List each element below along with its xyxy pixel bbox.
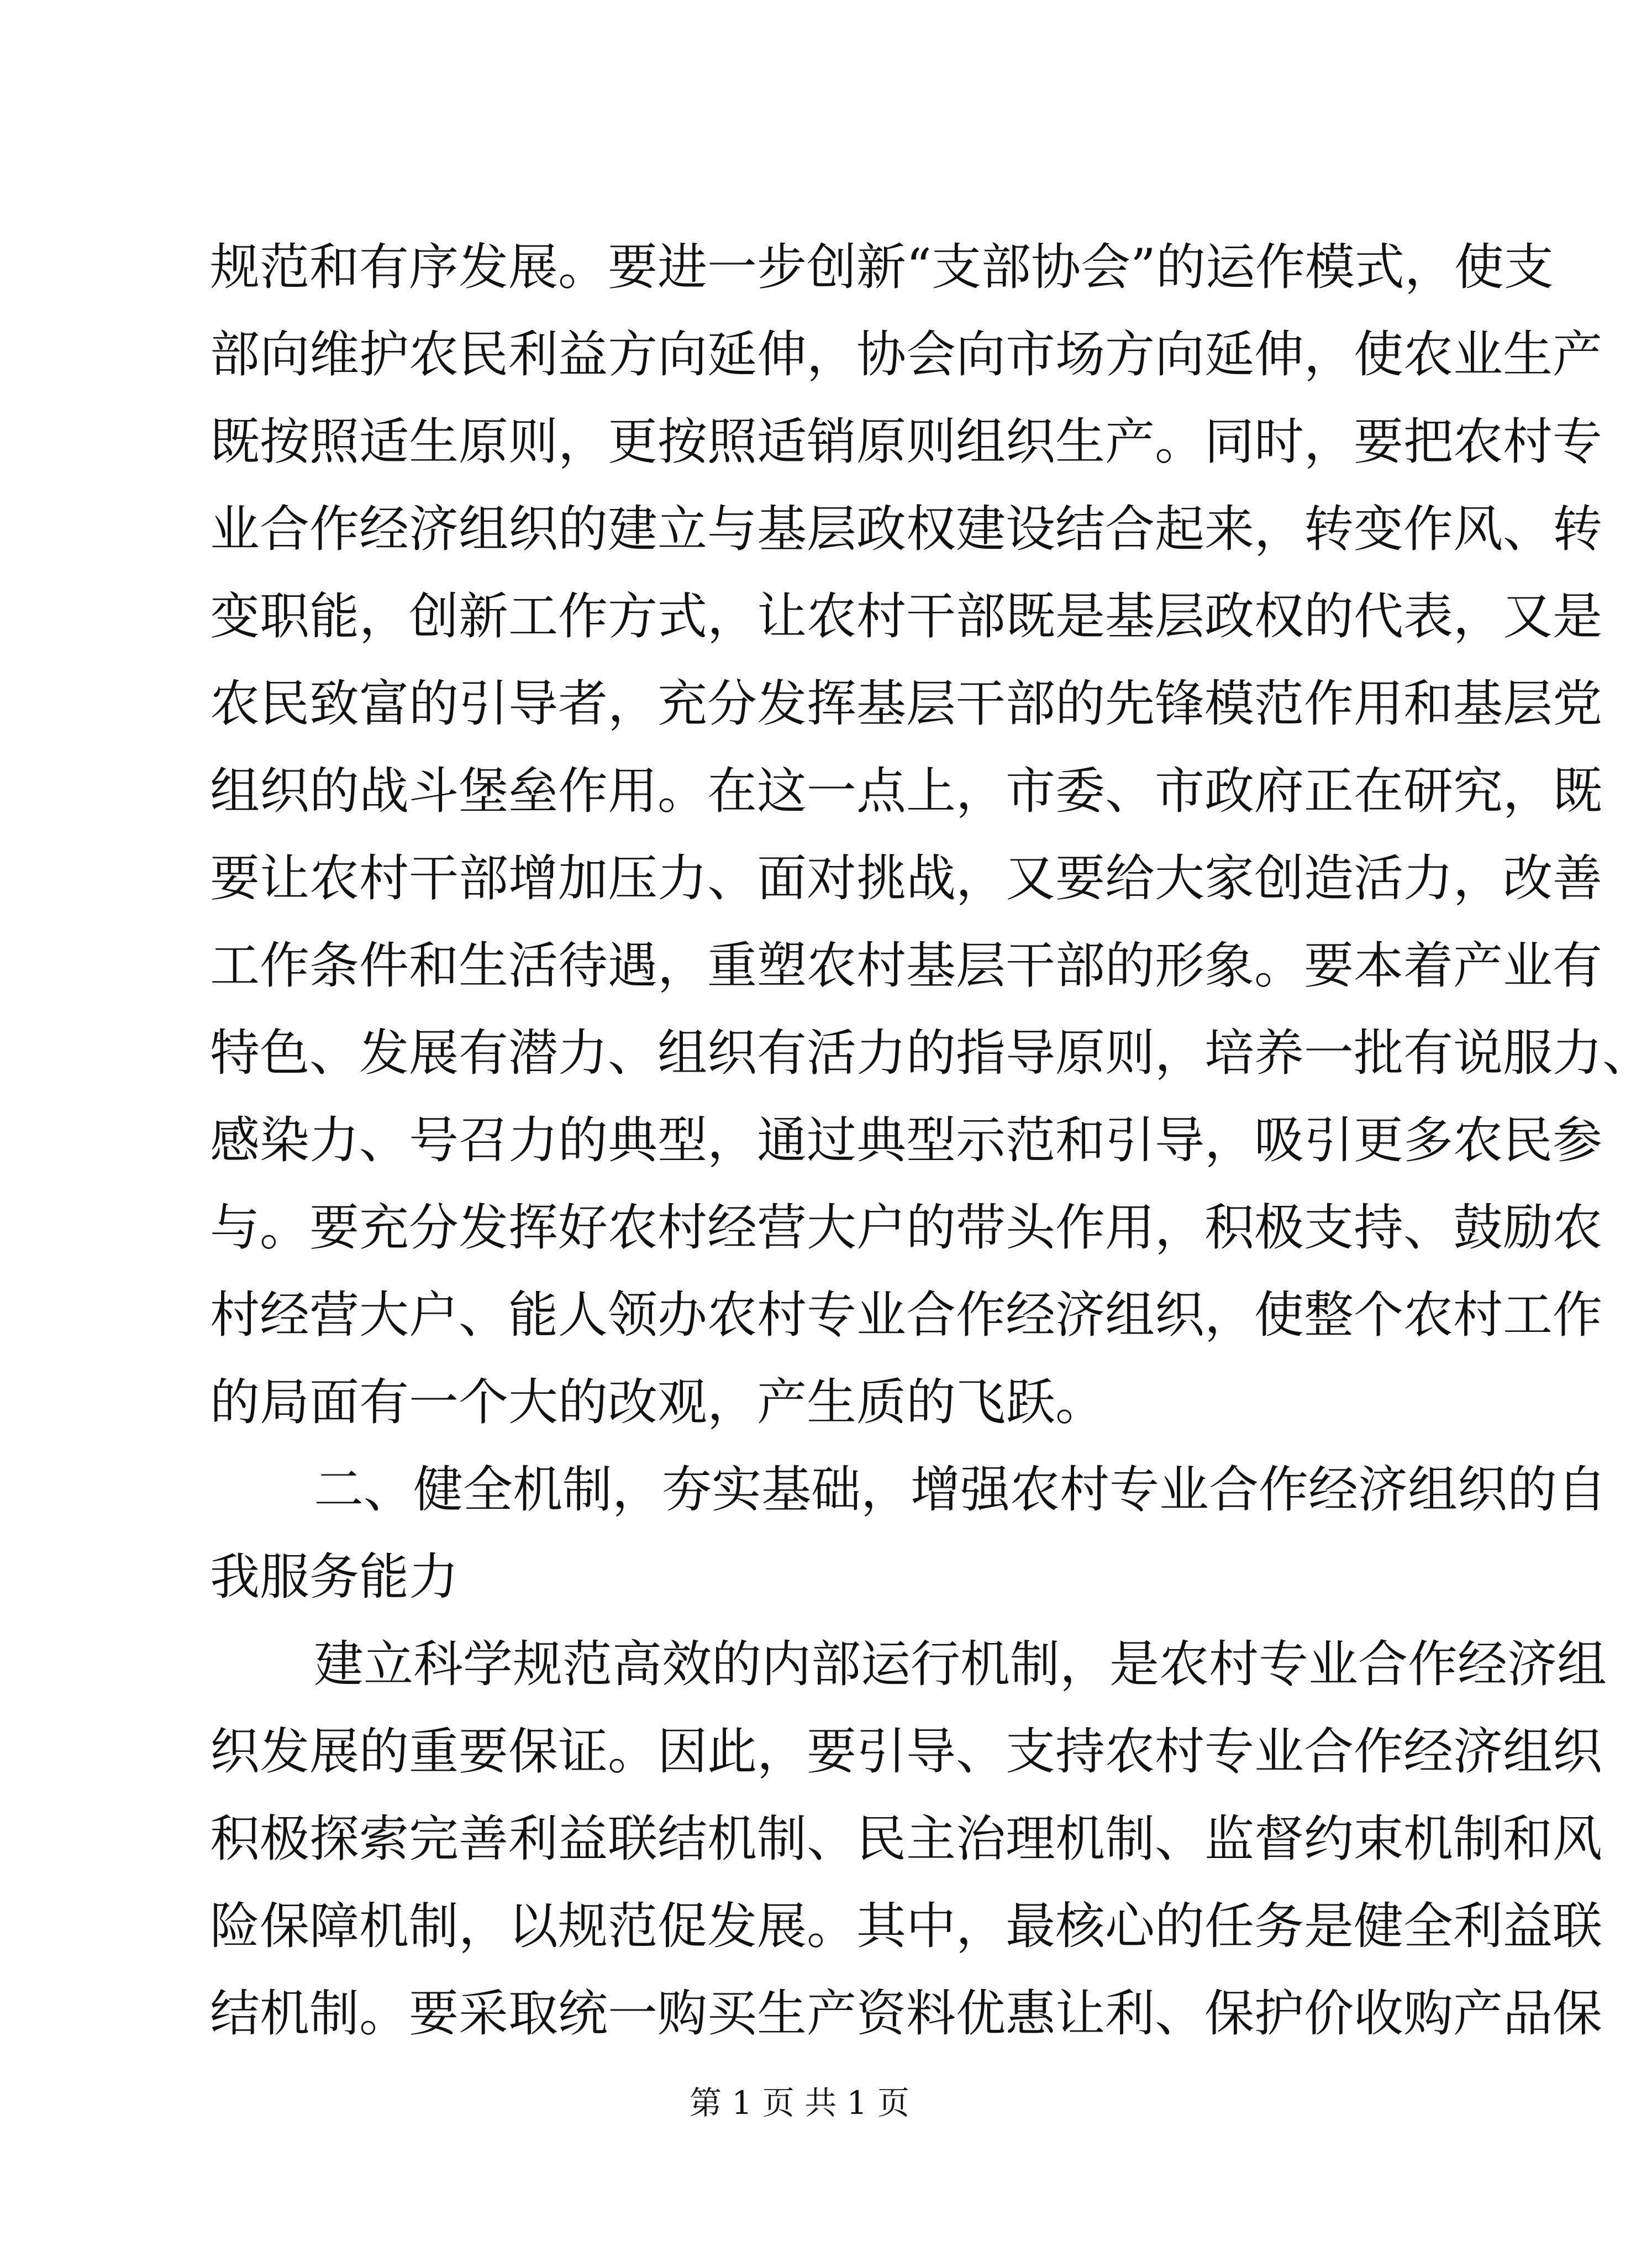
text-line: 结机制。要采取统一购买生产资料优惠让利、保护价收购产品保 — [210, 1985, 1602, 2043]
section-heading-line: 我服务能力 — [210, 1548, 459, 1606]
text-line: 工作条件和生活待遇，重塑农村基层干部的形象。要本着产业有 — [210, 937, 1602, 995]
page-footer: 第 1 页 共 1 页 — [690, 2084, 909, 2122]
text-line: 感染力、号召力的典型，通过典型示范和引导，吸引更多农民参 — [210, 1111, 1602, 1169]
text-line: 村经营大户、能人领办农村专业合作经济组织，使整个农村工作 — [210, 1286, 1602, 1344]
text-line: 要让农村干部增加压力、面对挑战，又要给大家创造活力，改善 — [210, 849, 1602, 907]
text-line: 织发展的重要保证。因此，要引导、支持农村专业合作经济组织 — [210, 1723, 1602, 1781]
text-line: 险保障机制，以规范促发展。其中，最核心的任务是健全利益联 — [210, 1897, 1602, 1955]
text-line: 部向维护农民利益方向延伸，协会向市场方向延伸，使农业生产 — [210, 326, 1602, 384]
text-line: 建立科学规范高效的内部运行机制，是农村专业合作经济组 — [314, 1635, 1607, 1693]
text-line: 既按照适生原则，更按照适销原则组织生产。同时，要把农村专 — [210, 413, 1602, 471]
body-text — [210, 0, 1652, 2100]
text-line: 规范和有序发展。要进一步创新“支部协会”的运作模式，使支 — [210, 238, 1554, 296]
text-line: 积极探索完善利益联结机制、民主治理机制、监督约束机制和风 — [210, 1810, 1602, 1868]
text-line: 农民致富的引导者，充分发挥基层干部的先锋模范作用和基层党 — [210, 675, 1602, 733]
text-line: 与。要充分发挥好农村经营大户的带头作用，积极支持、鼓励农 — [210, 1199, 1602, 1257]
text-line: 特色、发展有潜力、组织有活力的指导原则，培养一批有说服力、 — [210, 1024, 1652, 1082]
text-line: 的局面有一个大的改观，产生质的飞跃。 — [210, 1373, 1105, 1431]
section-heading-line: 二、健全机制，夯实基础，增强农村专业合作经济组织的自 — [314, 1461, 1607, 1519]
text-line: 业合作经济组织的建立与基层政权建设结合起来，转变作风、转 — [210, 500, 1602, 558]
text-line: 变职能，创新工作方式，让农村干部既是基层政权的代表，又是 — [210, 587, 1602, 645]
text-line: 组织的战斗堡垒作用。在这一点上，市委、市政府正在研究，既 — [210, 762, 1602, 820]
